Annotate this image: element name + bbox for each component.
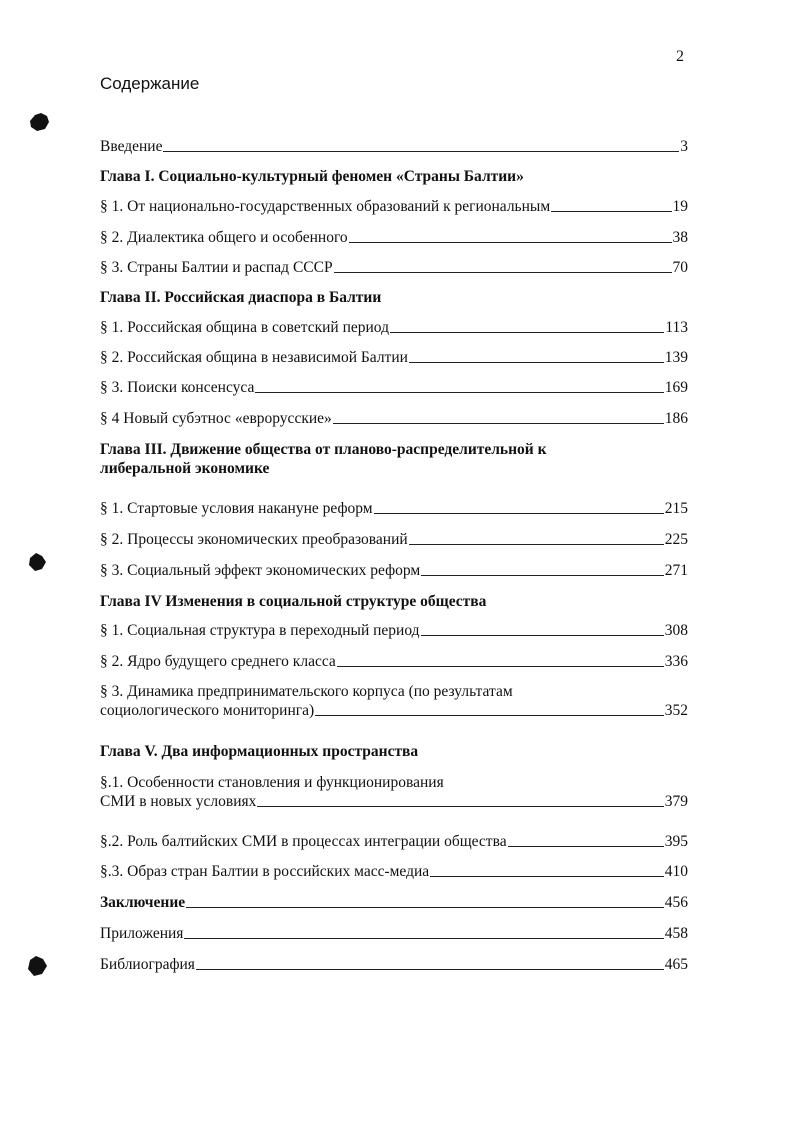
entry-text: § 3. Поиски консенсуса bbox=[100, 379, 255, 396]
entry-page: 169 bbox=[664, 379, 688, 396]
entry-page: 70 bbox=[672, 259, 688, 276]
entry-text: §.2. Роль балтийских СМИ в процессах интеграции общества bbox=[100, 833, 507, 850]
leader-line bbox=[255, 391, 663, 393]
leader-line bbox=[390, 331, 664, 333]
toc-entry bbox=[100, 228, 688, 247]
entry-text-line-1: §.1. Особенности становления и функционирования bbox=[100, 774, 444, 791]
chapter-title: Глава I. Социально-культурный феномен «Страны Балтии» bbox=[100, 168, 524, 185]
toc-entry bbox=[100, 832, 688, 851]
entry-text: §.3. Образ стран Балтии в российских масс-медиа bbox=[100, 863, 430, 880]
chapter-title: Глава IV Изменения в социальной структуре общества bbox=[100, 593, 487, 610]
entry-page: 113 bbox=[665, 319, 688, 336]
chapter-title: Глава V. Два информационных пространства bbox=[100, 743, 419, 760]
entry-text: Библиография bbox=[100, 956, 195, 973]
leader-line bbox=[421, 574, 664, 576]
entry-text: § 2. Ядро будущего среднего класса bbox=[100, 653, 336, 670]
ink-blot-2 bbox=[27, 552, 47, 572]
entry-page: 352 bbox=[664, 702, 688, 719]
leader-line bbox=[337, 665, 664, 667]
toc-entry-appendices bbox=[100, 924, 688, 943]
leader-line bbox=[508, 845, 664, 847]
toc-entry bbox=[100, 197, 688, 216]
leader-line bbox=[196, 968, 664, 970]
leader-line bbox=[333, 422, 664, 424]
toc-entry-conclusion bbox=[100, 893, 688, 912]
toc-chapter-5 bbox=[100, 742, 688, 761]
entry-text-line-2: СМИ в новых условиях bbox=[100, 793, 257, 810]
toc-chapter-3 bbox=[100, 440, 688, 478]
entry-page: 410 bbox=[664, 863, 688, 880]
entry-page: 38 bbox=[672, 229, 688, 246]
toc-entry bbox=[100, 773, 688, 811]
entry-page: 456 bbox=[664, 894, 688, 911]
toc-entry bbox=[100, 530, 688, 549]
entry-text: § 1. Стартовые условия накануне реформ bbox=[100, 500, 373, 517]
entry-page: 139 bbox=[664, 349, 688, 366]
entry-page: 215 bbox=[664, 500, 688, 517]
entry-page: 308 bbox=[664, 622, 688, 639]
leader-line bbox=[186, 906, 664, 908]
entry-text: § 3. Страны Балтии и распад СССР bbox=[100, 259, 333, 276]
toc-chapter-1 bbox=[100, 167, 688, 186]
entry-page: 271 bbox=[664, 562, 688, 579]
entry-page: 3 bbox=[680, 138, 688, 155]
toc-entry bbox=[100, 561, 688, 580]
entry-text: § 1. Российская община в советский период bbox=[100, 319, 389, 336]
toc-entry bbox=[100, 318, 688, 337]
ink-blot-3 bbox=[26, 955, 48, 977]
chapter-title-line-1: Глава III. Движение общества от планово-распределительной к bbox=[100, 441, 547, 458]
toc-entry bbox=[100, 258, 688, 277]
entry-text: Приложения bbox=[100, 925, 184, 942]
leader-line bbox=[409, 543, 664, 545]
entry-page: 336 bbox=[664, 653, 688, 670]
leader-line bbox=[551, 210, 671, 212]
entry-text-line-1: § 3. Динамика предпринимательского корпуса (по результатам bbox=[100, 683, 513, 700]
entry-page: 19 bbox=[672, 198, 688, 215]
entry-text: § 4 Новый субэтнос «еврорусские» bbox=[100, 410, 332, 427]
leader-line bbox=[257, 805, 663, 807]
leader-line bbox=[421, 634, 664, 636]
toc-entry bbox=[100, 378, 688, 397]
toc-chapter-2 bbox=[100, 288, 688, 307]
entry-text: § 1. От национально-государственных образований к региональным bbox=[100, 198, 551, 215]
entry-page: 379 bbox=[664, 793, 688, 810]
entry-text: § 1. Социальная структура в переходный период bbox=[100, 622, 420, 639]
toc-entry-introduction bbox=[100, 137, 688, 156]
toc-chapter-4 bbox=[100, 592, 688, 611]
entry-text: Заключение bbox=[100, 894, 186, 911]
leader-line bbox=[315, 714, 664, 716]
entry-text-line-2: социологического мониторинга) bbox=[100, 702, 315, 719]
entry-page: 458 bbox=[664, 925, 688, 942]
ink-blot-1 bbox=[28, 112, 50, 132]
toc-entry bbox=[100, 652, 688, 671]
entry-text: § 2. Российская община в независимой Балтии bbox=[100, 349, 408, 366]
toc-entry bbox=[100, 348, 688, 367]
toc-entry-bibliography bbox=[100, 955, 688, 974]
chapter-title: Глава II. Российская диаспора в Балтии bbox=[100, 289, 382, 306]
entry-text: § 2. Процессы экономических преобразований bbox=[100, 531, 408, 548]
leader-line bbox=[334, 271, 672, 273]
entry-text: § 2. Диалектика общего и особенного bbox=[100, 229, 348, 246]
entry-page: 465 bbox=[664, 956, 688, 973]
leader-line bbox=[430, 875, 664, 877]
entry-text: Введение bbox=[100, 138, 163, 155]
toc-entry bbox=[100, 621, 688, 640]
toc-entry bbox=[100, 682, 688, 720]
toc-title: Содержание bbox=[100, 74, 200, 93]
toc-entry bbox=[100, 862, 688, 881]
entry-page: 395 bbox=[664, 833, 688, 850]
entry-page: 186 bbox=[664, 410, 688, 427]
toc-entry bbox=[100, 409, 688, 428]
leader-line bbox=[163, 150, 679, 152]
leader-line bbox=[349, 241, 672, 243]
leader-line bbox=[184, 937, 663, 939]
chapter-title-line-2: либеральной экономике bbox=[100, 460, 270, 477]
leader-line bbox=[409, 361, 664, 363]
entry-text: § 3. Социальный эффект экономических реформ bbox=[100, 562, 421, 579]
toc-entry bbox=[100, 499, 688, 518]
page-number: 2 bbox=[676, 48, 684, 65]
entry-page: 225 bbox=[664, 531, 688, 548]
leader-line bbox=[374, 512, 664, 514]
